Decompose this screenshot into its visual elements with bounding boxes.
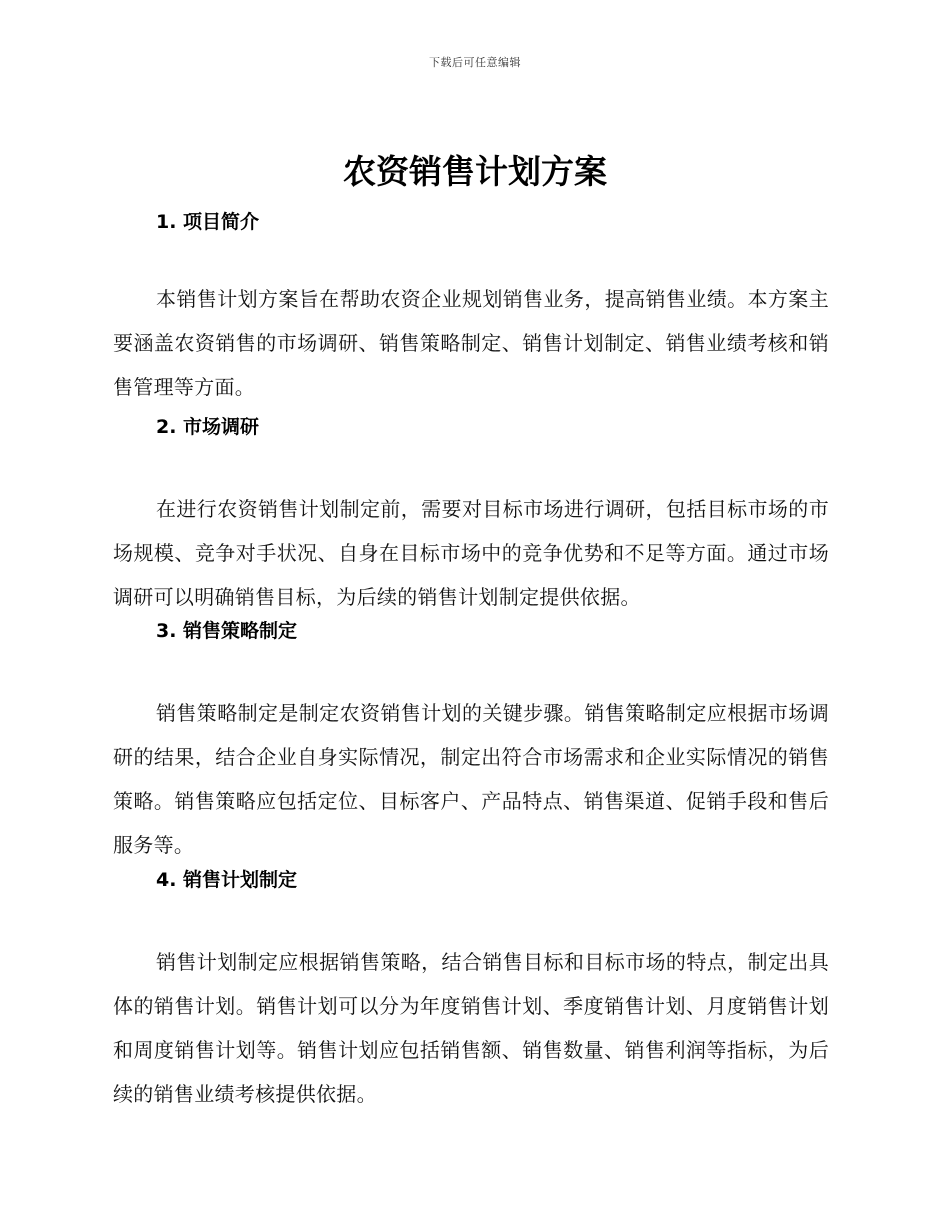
section-heading: 3. 销售策略制定 [156,620,298,642]
page-header-note: 下载后可任意编辑 [429,56,521,69]
section-project-intro [113,209,829,409]
section-market-research [113,414,829,619]
section-paragraph: 在进行农资销售计划制定前，需要对目标市场进行调研，包括目标市场的市场规模、竞争对手状况、自身在目标市场中的竞争优势和不足等方面。通过市场调研可以明确销售目标，为后续的销售计划制定提供依据。 [113,497,829,609]
section-sales-plan [113,867,829,1116]
section-paragraph: 本销售计划方案旨在帮助农资企业规划销售业务，提高销售业绩。本方案主要涵盖农资销售的市场调研、销售策略制定、销售计划制定、销售业绩考核和销售管理等方面。 [113,287,829,399]
section-paragraph: 销售计划制定应根据销售策略，结合销售目标和目标市场的特点，制定出具体的销售计划。销售计划可以分为年度销售计划、季度销售计划、月度销售计划和周度销售计划等。销售计划应包括销售额、销售数量、销售利润等指标，为后续的销售业绩考核提供依据。 [113,950,829,1106]
section-heading: 2. 市场调研 [156,416,260,438]
section-paragraph: 销售策略制定是制定农资销售计划的关键步骤。销售策略制定应根据市场调研的结果，结合企业自身实际情况，制定出符合市场需求和企业实际情况的销售策略。销售策略应包括定位、目标客户、产品特点、销售渠道、促销手段和售后服务等。 [113,701,829,857]
document-title: 农资销售计划方案 [343,152,607,191]
section-heading: 1. 项目简介 [156,211,260,233]
section-heading: 4. 销售计划制定 [156,869,298,891]
section-sales-strategy [113,618,829,867]
